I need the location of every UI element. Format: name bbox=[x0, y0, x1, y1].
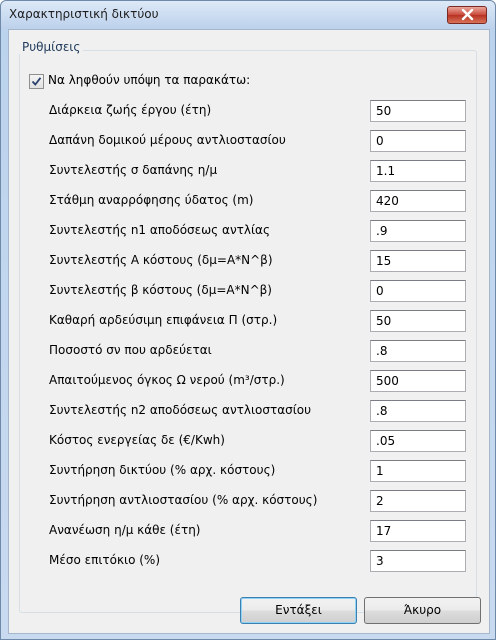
field-label: Κόστος ενεργείας δε (€/Kwh) bbox=[49, 433, 225, 447]
cancel-button[interactable]: Άκυρο bbox=[364, 597, 481, 624]
field-label: Συντελεστής n2 αποδόσεως αντλιοστασίου bbox=[49, 403, 312, 417]
field-label: Συντελεστής n1 αποδόσεως αντλίας bbox=[49, 223, 270, 237]
field-row bbox=[49, 430, 469, 454]
consider-following-label: Να ληφθούν υπόψη τα παρακάτω: bbox=[48, 73, 251, 87]
field-input[interactable] bbox=[370, 370, 466, 392]
field-input[interactable] bbox=[370, 400, 466, 422]
field-input[interactable] bbox=[370, 340, 466, 362]
consider-following-checkbox[interactable] bbox=[29, 74, 44, 89]
field-input[interactable] bbox=[370, 460, 466, 482]
field-input[interactable] bbox=[370, 160, 466, 182]
field-input[interactable] bbox=[370, 310, 466, 332]
field-row bbox=[49, 460, 469, 484]
field-input[interactable] bbox=[370, 130, 466, 152]
field-input[interactable] bbox=[370, 280, 466, 302]
window-title: Χαρακτηριστική δικτύου bbox=[9, 7, 159, 21]
dialog-content bbox=[8, 29, 490, 634]
field-row bbox=[49, 220, 469, 244]
field-row bbox=[49, 310, 469, 334]
field-row bbox=[49, 490, 469, 514]
field-label: Συντελεστής Α κόστους (δμ=A*N^β) bbox=[49, 253, 273, 267]
field-row bbox=[49, 190, 469, 214]
field-input[interactable] bbox=[370, 430, 466, 452]
field-input[interactable] bbox=[370, 220, 466, 242]
field-label: Συντελεστής σ δαπάνης η/μ bbox=[49, 163, 218, 177]
field-input[interactable] bbox=[370, 250, 466, 272]
field-label: Ανανέωση η/μ κάθε (έτη) bbox=[49, 523, 201, 537]
field-row bbox=[49, 400, 469, 424]
title-bar[interactable] bbox=[1, 1, 495, 29]
field-row bbox=[49, 160, 469, 184]
field-label: Ποσοστό σν που αρδεύεται bbox=[49, 343, 212, 357]
close-icon bbox=[461, 9, 474, 21]
field-label: Καθαρή αρδεύσιμη επιφάνεια Π (στρ.) bbox=[49, 313, 278, 327]
field-label: Συντήρηση αντλιοστασίου (% αρχ. κόστους) bbox=[49, 493, 318, 507]
field-row bbox=[49, 250, 469, 274]
field-row bbox=[49, 370, 469, 394]
checkmark-icon bbox=[31, 76, 42, 87]
field-label: Μέσο επιτόκιο (%) bbox=[49, 553, 160, 567]
field-label: Διάρκεια ζωής έργου (έτη) bbox=[49, 103, 212, 117]
field-row bbox=[49, 130, 469, 154]
field-input[interactable] bbox=[370, 190, 466, 212]
field-label: Στάθμη αναρρόφησης ύδατος (m) bbox=[49, 193, 254, 207]
field-row bbox=[49, 280, 469, 304]
field-input[interactable] bbox=[370, 100, 466, 122]
field-label: Συντελεστής β κόστους (δμ=A*N^β) bbox=[49, 283, 272, 297]
field-row bbox=[49, 100, 469, 124]
field-row bbox=[49, 340, 469, 364]
field-input[interactable] bbox=[370, 490, 466, 512]
field-input[interactable] bbox=[370, 550, 466, 572]
settings-group-label: Ρυθμίσεις bbox=[19, 40, 83, 54]
close-button[interactable] bbox=[447, 6, 487, 24]
field-label: Συντήρηση δικτύου (% αρχ. κόστους) bbox=[49, 463, 276, 477]
ok-button[interactable]: Εντάξει bbox=[240, 597, 357, 624]
field-label: Απαιτούμενος όγκος Ω νερού (m³/στρ.) bbox=[49, 373, 285, 387]
field-row bbox=[49, 550, 469, 574]
field-label: Δαπάνη δομικού μέρους αντλιοστασίου bbox=[49, 133, 286, 147]
field-input[interactable] bbox=[370, 520, 466, 542]
field-row bbox=[49, 520, 469, 544]
